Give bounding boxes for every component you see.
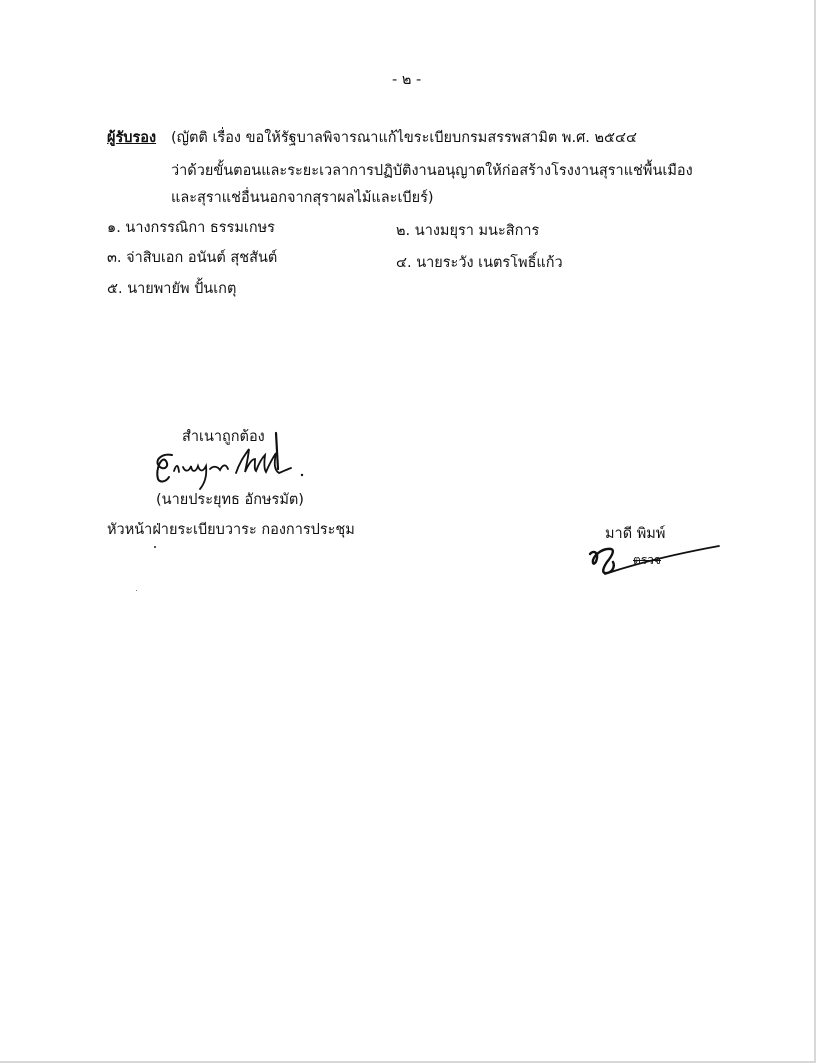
endorsement-label: ผู้รับรอง: [107, 130, 157, 146]
endorser-1: ๑. นางกรรณิกา ธรรมเกษร: [107, 220, 275, 236]
certified-copy-label: สำเนาถูกต้อง: [182, 429, 265, 445]
endorser-2: ๒. นางมยุรา มนะสิการ: [396, 223, 540, 239]
typist-label: มาดี พิมพ์: [605, 526, 666, 542]
endorser-3: ๓. จ่าสิบเอก อนันต์ สุชสันต์: [107, 250, 278, 266]
checker-label: ตรวจ: [633, 553, 662, 567]
motion-title-line-2: ว่าด้วยขั้นตอนและระยะเวลาการปฏิบัติงานอนุญาตให้ก่อสร้างโรงงานสุราแช่พื้นเมือง: [171, 163, 693, 179]
motion-title-line-3: และสุราแช่อื่นนอกจากสุราผลไม้และเบียร์): [171, 190, 434, 206]
scan-speck: [136, 590, 137, 591]
scan-speck: [154, 546, 156, 548]
endorser-4: ๔. นายระวัง เนตรโพธิ์แก้ว: [396, 255, 563, 271]
certifier-position: หัวหน้าฝ่ายระเบียบวาระ กองการประชุม: [107, 522, 355, 538]
certifier-name: (นายประยุทธ อักษรมัต): [156, 492, 304, 508]
page-number: - ๒ -: [392, 72, 422, 88]
motion-title-line-1: (ญัตติ เรื่อง ขอให้รัฐบาลพิจารณาแก้ไขระเบียบกรมสรรพสามิต พ.ศ. ๒๕๔๔: [171, 130, 637, 146]
endorser-5: ๕. นายพายัพ ปั้นเกตุ: [107, 281, 237, 297]
signature-image: [148, 425, 318, 495]
